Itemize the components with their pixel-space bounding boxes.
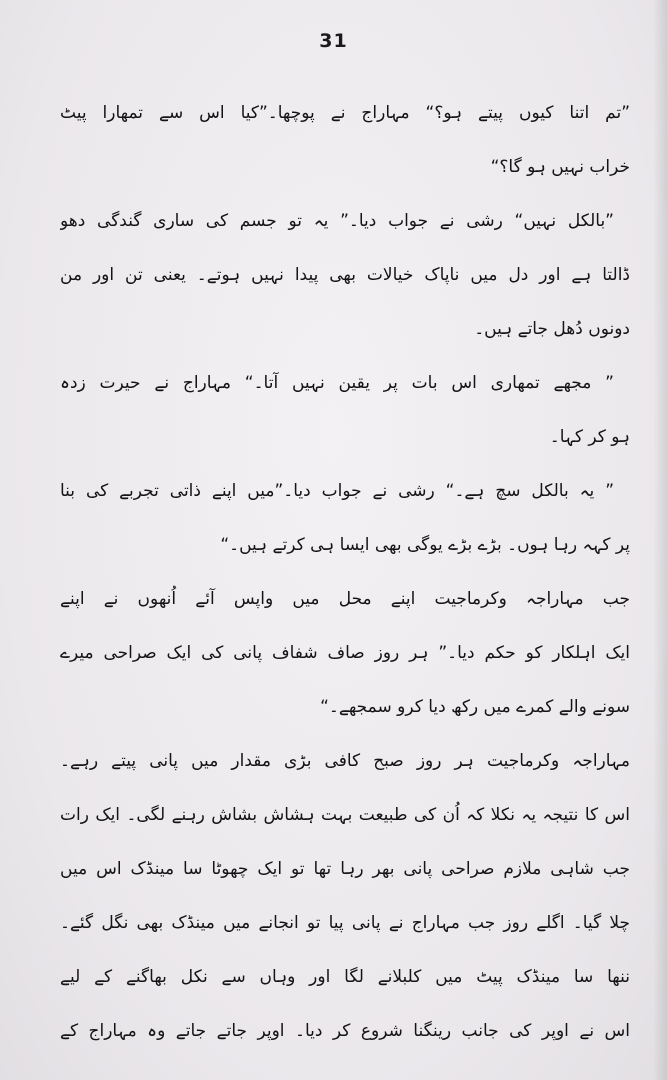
body-text [60, 86, 630, 1058]
text-line: خراب نہیں ہو گا؟“ [490, 157, 630, 177]
text-line: ” یہ بالکل سچ ہے۔“ رشی نے جواب دیا۔”میں اپنے ذاتی تجربے کی بنا [60, 481, 614, 501]
text-line: ”تم اتنا کیوں پیتے ہو؟“ مہاراج نے پوچھا۔”کیا اس سے تمھارا پیٹ [60, 103, 630, 123]
text-line: ہو کر کہا۔ [549, 427, 630, 447]
text-line: ننھا سا مینڈک پیٹ میں کلبلانے لگا اور وہاں سے نکل بھاگنے کے لیے [60, 967, 630, 987]
text-line: جب شاہی ملازم صراحی پانی بھر رہا تھا تو ایک چھوٹا سا مینڈک اس میں [60, 859, 630, 879]
text-line: ایک اہلکار کو حکم دیا۔” ہر روز صاف شفاف پانی کی ایک صراحی میرے [60, 643, 630, 663]
text-line: ڈالتا ہے اور دل میں ناپاک خیالات بھی پیدا نہیں ہوتے۔ یعنی تن اور من [60, 265, 630, 285]
text-line: ”بالکل نہیں“ رشی نے جواب دیا۔” یہ تو جسم کی ساری گندگی دھو [60, 211, 614, 231]
text-line: دونوں دُھل جاتے ہیں۔ [474, 319, 630, 339]
page-number: 31 [319, 30, 348, 52]
text-line: پر کہہ رہا ہوں۔ بڑے بڑے یوگی بھی ایسا ہی کرتے ہیں۔“ [220, 535, 630, 555]
text-line: سونے والے کمرے میں رکھ دیا کرو سمجھے۔“ [320, 697, 630, 717]
page-edge-shadow [653, 0, 667, 1080]
text-line: اس کا نتیجہ یہ نکلا کہ اُن کی طبیعت بہت ہشاش بشاش رہنے لگی۔ ایک رات [60, 805, 630, 825]
text-line: چلا گیا۔ اگلے روز جب مہاراج نے پانی پیا تو انجانے میں مینڈک بھی نگل گئے۔ [60, 913, 630, 933]
text-line: مہاراجہ وکرماجیت ہر روز صبح کافی بڑی مقدار میں پانی پیتے رہے۔ [60, 751, 630, 771]
text-line: ” مجھے تمھاری اس بات پر یقین نہیں آتا۔“ مہاراج نے حیرت زدہ [60, 373, 614, 393]
text-line: اس نے اوپر کی جانب رینگنا شروع کر دیا۔ اوپر جاتے جاتے وہ مہاراج کے [60, 1021, 630, 1041]
text-line: جب مہاراجہ وکرماجیت اپنے محل میں واپس آئے اُنھوں نے اپنے [60, 589, 630, 609]
